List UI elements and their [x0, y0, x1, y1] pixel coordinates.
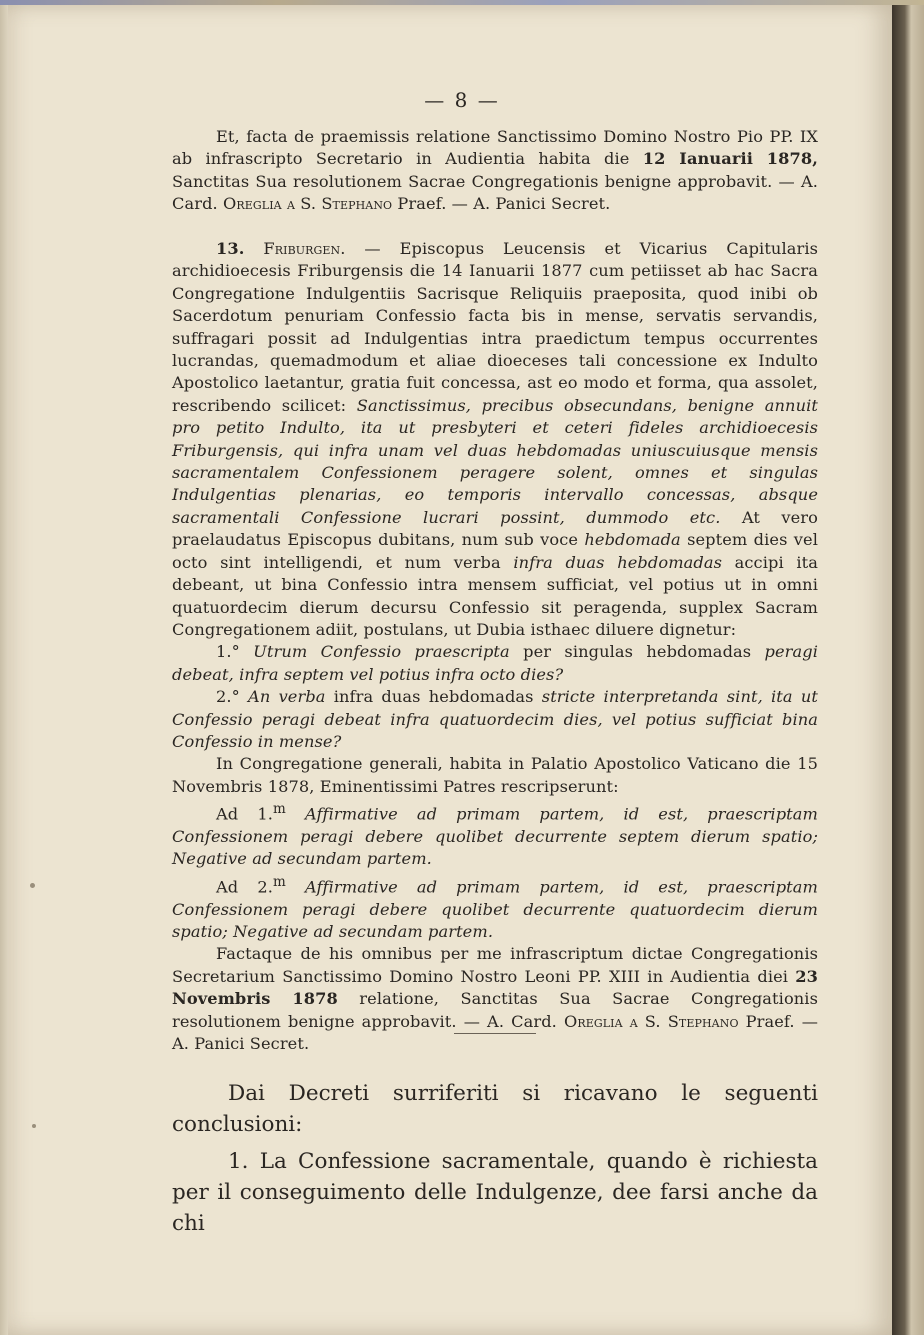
date: 12 Ianuarii 1878,: [642, 149, 818, 169]
conclusions-section: [172, 1078, 818, 1239]
responsum-1: Ad 1.$^m$ Affirmative ad primam partem, id est, praescriptam Confessionem peragi debere quolibet decurrente septem dierum spatio; Negative ad secundam partem.: [172, 801, 818, 869]
dubium-1: 1.° Utrum Confessio praescripta per singulas hebdomadas peragi debeat, infra septem vel potius infra octo dies?: [172, 642, 818, 684]
responsum-2: Ad 2.$^m$ Affirmative ad primam partem, id est, praescriptam Confessionem peragi debere quolibet decurrente quatuordecim dierum spatio; Negative ad secundam partem.: [172, 873, 818, 941]
paragraph-approval-1: Et, facta de praemissis relatione Sanctissimo Domino Nostro Pio PP. IX ab infrascripto Secretario in Audientia habita die 12 Ianuarii 1878, Sanctitas Sua resolutionem Sacrae Congregationis benigne approbavit. — A. Card. Oreglia a S. Stephano Praef. — A. Panici Secret.: [172, 127, 818, 214]
page-top-edge: [0, 0, 924, 5]
conclusion-1: 1. La Confessione sacramentale, quando è richiesta per il conseguimento delle Indulgenze, dee farsi anche da chi: [172, 1149, 818, 1236]
section-divider: [454, 1033, 536, 1034]
section-place: Friburgen.: [263, 239, 346, 258]
section-number: 13.: [216, 239, 245, 258]
book-spine-edge: [892, 0, 924, 1335]
page-left-edge: [0, 0, 8, 1335]
paper-speck: [30, 883, 35, 888]
congregatio-paragraph: In Congregatione generali, habita in Palatio Apostolico Vaticano die 15 Novembris 1878, Eminentissimi Patres rescripserunt:: [172, 754, 818, 796]
paper-speck: [32, 1124, 36, 1128]
conclusion-intro: Dai Decreti surriferiti si ricavano le seguenti conclusioni:: [172, 1081, 818, 1137]
factaque-paragraph: Factaque de his omnibus per me infrascriptum dictae Congregationis Secretarium Sanctissimo Domino Nostro Leoni PP. XIII in Audientia diei 23 Novembris 1878 relatione, Sanctitas Sua Sacrae Congregationis resolutionem benigne approbavit. — A. Card. Oreglia a S. Stephano Praef. — A. Panici Secret.: [172, 944, 819, 1053]
paragraph-friburgen: 13. Friburgen. — Episcopus Leucensis et Vicarius Capitularis archidioecesis Friburgensis die 14 Ianuarii 1877 cum petiisset ab hac Sacra Congregatione Indulgentiis Sacrisque Reliquiis praeposita, quod inibi ob Sacerdotum penuriam Confessio facta bis in mense, servatis servandis, suffragari possit ad Indulgentias intra praedictum tempus occurrentes lucrandas, quemadmodum et aliae dioeceses tali concessione ex Indulto Apostolico laetantur, gratia fuit concessa, ast eo modo et forma, qua assolet, rescribendo scilicet: Sanctissimus, precibus obsecundans, benigne annuit pro petito Indulto, ita ut presbyteri et ceteri fideles archidioecesis Friburgensis, qui infra unam vel duas hebdomadas uniuscuiusque mensis sacramentalem Confessionem peragere solent, omnes et singulas Indulgentias plenarias, eo temporis intervallo concessas, absque sacramentali Confessione lucrari possint, dummodo etc. At vero praelaudatus Episcopus dubitans, num sub voce hebdomada septem dies vel octo sint intelligendi, et num verba infra duas hebdomadas accipi ita debeant, ut bina Confessio intra mensem sufficiat, vel potius ut in omni quatuordecim dierum decursu Confessio sit peragenda, supplex Sacram Congregationem adiit, postulans, ut Dubia isthaec diluere dignetur: 1.° Utrum Confessio praescripta per singulas hebdomadas peragi debeat, infra septem vel potius infra octo dies? 2.° An verba infra duas hebdomadas stricte interpretanda sint, ita ut Confessio peragi debeat infra quatuordecim dies, vel potius sufficiat bina Confessio in mense? In Congregatione generali, habita in Palatio Apostolico Vaticano die 15 Novembris 1878, Eminentissimi Patres rescripserunt: Ad 1.$^m$ Affirmative ad primam partem, id est, praescriptam Confessionem peragi debere quolibet decurrente septem dierum spatio; Negative ad secundam partem. Ad 2.$^m$ Affirmative ad primam partem, id est, praescriptam Confessionem peragi debere quolibet decurrente quatuordecim dierum spatio; Negative ad secundam partem. Factaque de his omnibus per me infrascriptum dictae Congregationis Secretarium Sanctissimo Domino Nostro Leoni PP. XIII in Audientia diei 23 Novembris 1878 relatione, Sanctitas Sua Sacrae Congregationis resolutionem benigne approbavit. — A. Card. Oreglia a S. Stephano Praef. — A. Panici Secret.: [172, 238, 818, 1055]
prefect-name: Oreglia a S. Stephano: [223, 194, 393, 214]
page-number: — 8 —: [424, 88, 500, 112]
dubium-2: 2.° An verba infra duas hebdomadas stricte interpretanda sint, ita ut Confessio peragi debeat infra quatuordecim dies, vel potius sufficiat bina Confessio in mense?: [172, 687, 818, 751]
